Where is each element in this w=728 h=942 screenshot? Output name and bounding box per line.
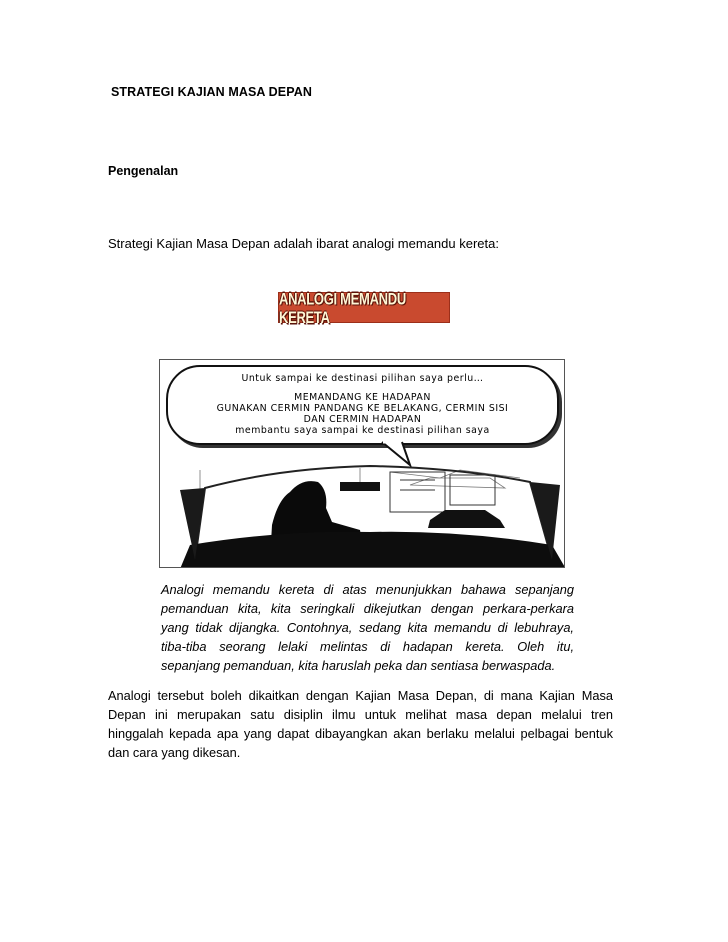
caption-line: tiba-tiba seorang lelaki melintas di hadapan kereta. Oleh itu, <box>161 639 574 654</box>
caption-line: yang tidak dijangka. Contohnya, sedang kita memandu di lebuhraya, <box>161 620 574 635</box>
analogy-banner-label: ANALOGI MEMANDU KERETA <box>279 288 406 327</box>
speech-bubble <box>166 365 559 445</box>
illustration-caption <box>161 580 574 675</box>
document-title: STRATEGI KAJIAN MASA DEPAN <box>111 85 312 99</box>
bubble-line-mirrors: GUNAKAN CERMIN PANDANG KE BELAKANG, CERMIN SISI <box>216 403 509 414</box>
bubble-line-front-mirror: DAN CERMIN HADAPAN <box>303 414 422 425</box>
paragraph-line: hinggalah kepada apa yang dapat dibayangkan akan berlaku melalui pelbagai bentuk <box>108 726 613 741</box>
intro-sentence: Strategi Kajian Masa Depan adalah ibarat analogi memandu kereta: <box>108 236 499 251</box>
paragraph-line: Analogi tersebut boleh dikaitkan dengan Kajian Masa Depan, di mana Kajian Masa <box>108 688 613 703</box>
bubble-line-destination: membantu saya sampai ke destinasi pilihan saya <box>235 425 490 436</box>
caption-line: sepanjang pemanduan, kita haruslah peka dan sentiasa berwaspada. <box>161 658 556 673</box>
paragraph-line: dan cara yang dikesan. <box>108 745 241 760</box>
paragraph-line: Depan ini merupakan satu disiplin ilmu untuk melihat masa depan melalui tren <box>108 707 613 722</box>
section-heading: Pengenalan <box>108 164 179 178</box>
bubble-line-heading: MEMANDANG KE HADAPAN <box>294 392 431 403</box>
body-paragraph <box>108 686 613 762</box>
bubble-line-intro: Untuk sampai ke destinasi pilihan saya perlu… <box>241 373 484 384</box>
caption-line: pemanduan kita, kita seringkali dikejutkan dengan perkara-perkara <box>161 601 574 616</box>
caption-line: Analogi memandu kereta di atas menunjukkan bahawa sepanjang <box>161 582 574 597</box>
speech-bubble-tail <box>380 441 420 467</box>
analogy-banner <box>278 288 450 327</box>
